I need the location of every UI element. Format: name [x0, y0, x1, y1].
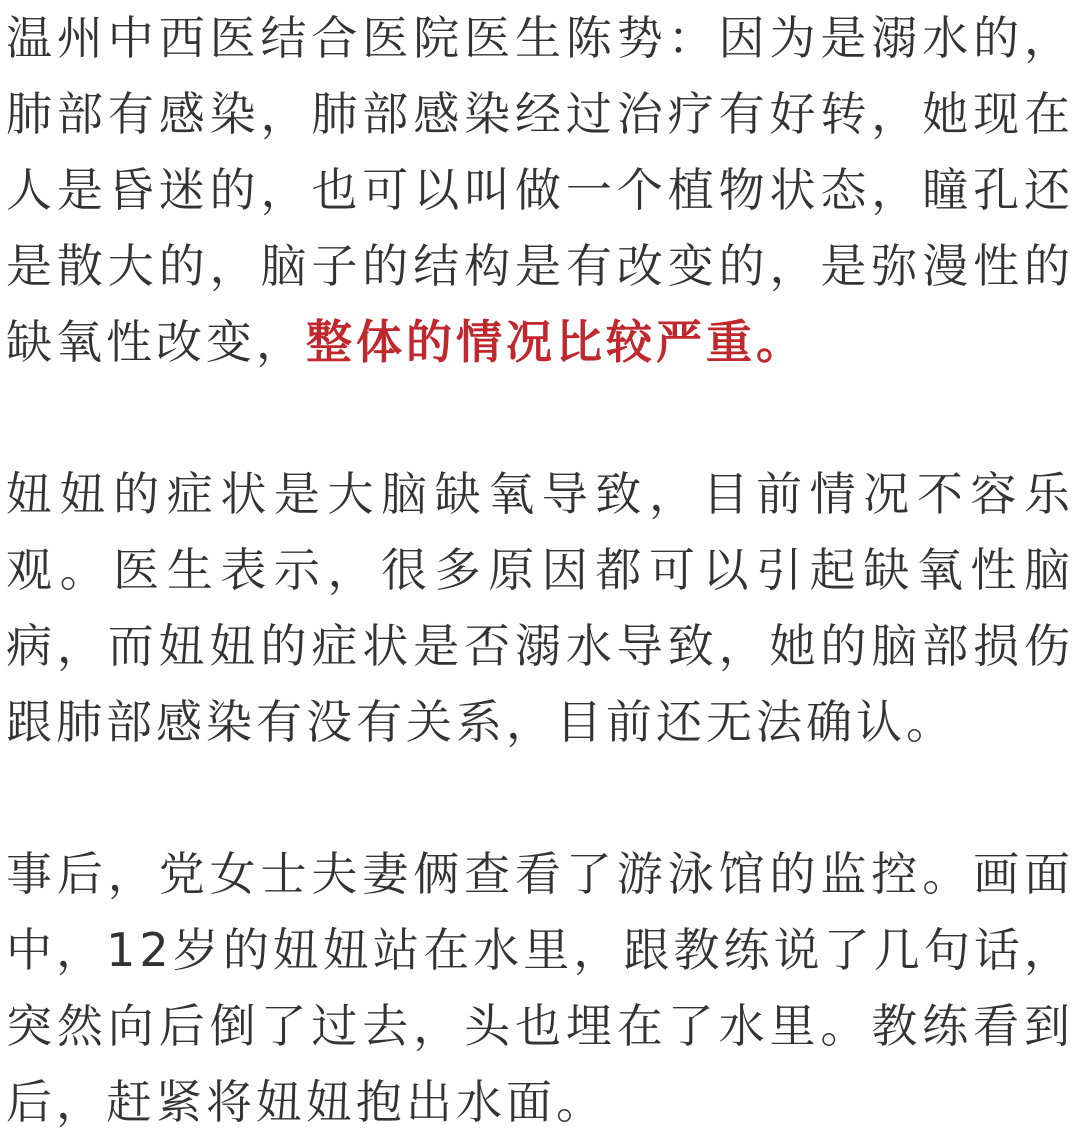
paragraph-surveillance: [6, 836, 1074, 1140]
paragraph-text: 事后，党女士夫妻俩查看了游泳馆的监控。画面中，12岁的妞妞站在水里，跟教练说了几句话，突然向后倒了过去，头也埋在了水里。教练看到后，赶紧将妞妞抱出水面。: [6, 847, 1074, 1129]
article-body: [6, 0, 1074, 1140]
paragraph-symptoms: [6, 456, 1074, 760]
paragraph-text: 温州中西医结合医院医生陈势：因为是溺水的，肺部有感染，肺部感染经过治疗有好转，她现在人是昏迷的，也可以叫做一个植物状态，瞳孔还是散大的，脑子的结构是有改变的，是弥漫性的缺氧性改变，: [6, 11, 1074, 369]
paragraph-doctor-statement: [6, 0, 1074, 380]
highlighted-text: 整体的情况比较严重。: [306, 315, 806, 369]
paragraph-text: 妞妞的症状是大脑缺氧导致，目前情况不容乐观。医生表示，很多原因都可以引起缺氧性脑病，而妞妞的症状是否溺水导致，她的脑部损伤跟肺部感染有没有关系，目前还无法确认。: [6, 467, 1074, 749]
